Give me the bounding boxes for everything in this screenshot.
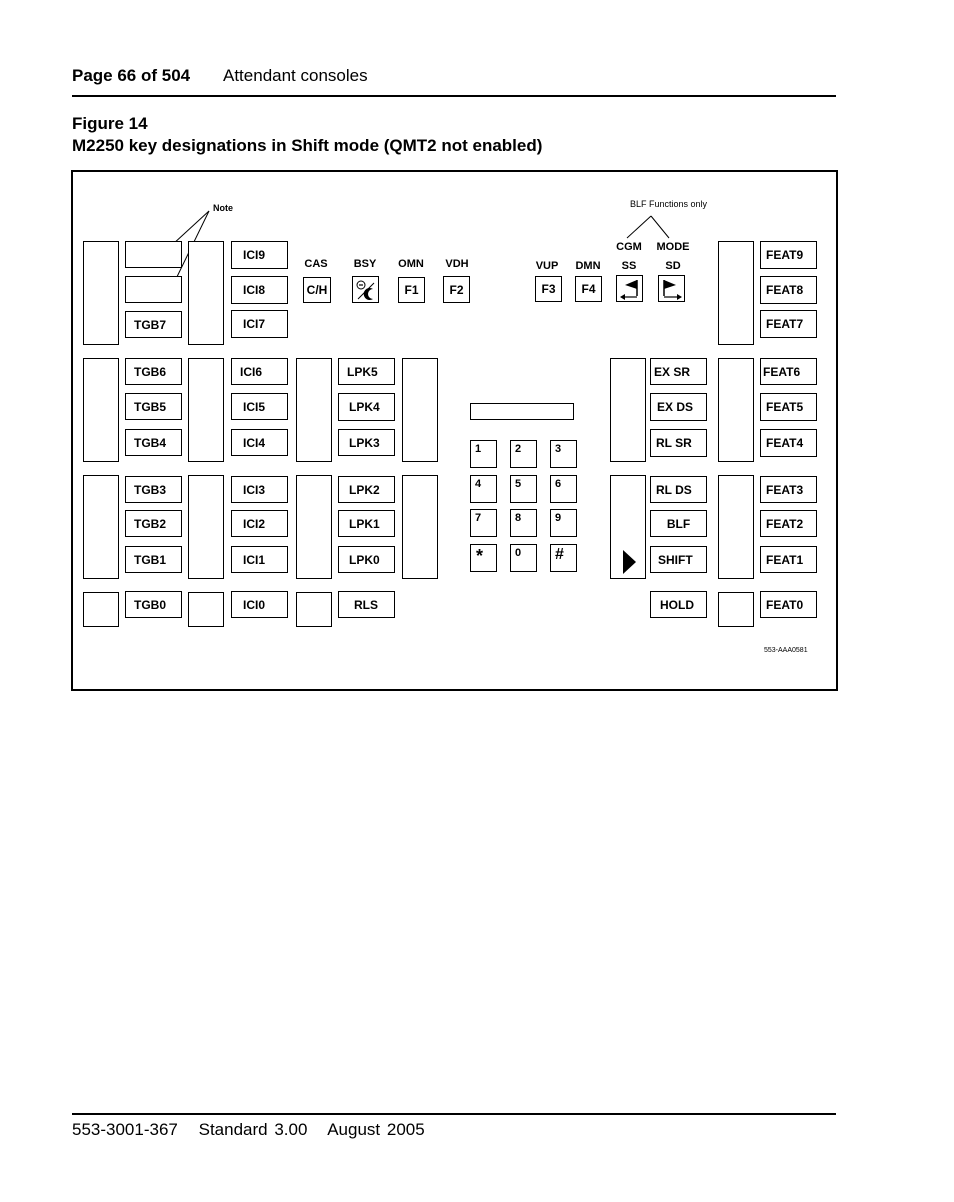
label-ss: SS — [621, 260, 637, 272]
key-sd[interactable] — [658, 275, 685, 302]
dial-key-hash[interactable]: # — [550, 544, 577, 572]
blank-key[interactable] — [188, 592, 224, 627]
key-feat5[interactable]: FEAT5 — [760, 393, 817, 421]
key-ici5[interactable]: ICI5 — [231, 393, 288, 420]
key-tgb1[interactable]: TGB1 — [125, 546, 182, 573]
key-hold[interactable]: HOLD — [650, 591, 707, 618]
blank-key[interactable] — [83, 358, 119, 462]
key-f2[interactable]: F2 — [443, 276, 470, 303]
pointer-arrow-icon — [611, 476, 645, 578]
key-lpk0[interactable]: LPK0 — [338, 546, 395, 573]
key-tgb2[interactable]: TGB2 — [125, 510, 182, 537]
footer-rule — [72, 1113, 836, 1115]
dial-key-5[interactable]: 5 — [510, 475, 537, 503]
key-feat6[interactable]: FEAT6 — [760, 358, 817, 385]
dial-key-7[interactable]: 7 — [470, 509, 497, 537]
footer — [72, 1120, 439, 1140]
dial-key-9[interactable]: 9 — [550, 509, 577, 537]
key-lpk2[interactable]: LPK2 — [338, 476, 395, 503]
key-lpk1[interactable]: LPK1 — [338, 510, 395, 537]
dial-key-1[interactable]: 1 — [470, 440, 497, 468]
blank-key[interactable] — [610, 475, 646, 579]
label-sd: SD — [665, 260, 681, 272]
key-ici3[interactable]: ICI3 — [231, 476, 288, 503]
key-tgb7[interactable]: TGB7 — [125, 311, 182, 338]
key-feat3[interactable]: FEAT3 — [760, 476, 817, 503]
label-cgm: CGM — [616, 241, 642, 253]
key-ici9[interactable]: ICI9 — [231, 241, 288, 269]
key-lpk4[interactable]: LPK4 — [338, 393, 395, 421]
key-f3[interactable]: F3 — [535, 276, 562, 302]
dial-key-2[interactable]: 2 — [510, 440, 537, 468]
flag-left-icon — [617, 276, 642, 301]
key-tgb6[interactable]: TGB6 — [125, 358, 182, 385]
key-feat9[interactable]: FEAT9 — [760, 241, 817, 269]
key-lpk5[interactable]: LPK5 — [338, 358, 395, 385]
key-feat4[interactable]: FEAT4 — [760, 429, 817, 457]
blank-key[interactable] — [718, 241, 754, 345]
key-feat2[interactable]: FEAT2 — [760, 510, 817, 537]
page-number: Page 66 of 504 — [72, 66, 191, 85]
key-tgb5[interactable]: TGB5 — [125, 393, 182, 420]
key-ss[interactable] — [616, 275, 643, 302]
label-bsy: BSY — [353, 258, 377, 270]
note-key[interactable] — [125, 241, 182, 268]
key-ex-ds[interactable]: EX DS — [650, 393, 707, 421]
key-rl-sr[interactable]: RL SR — [650, 429, 707, 457]
blf-functions-note: BLF Functions only — [630, 199, 708, 209]
key-rl-ds[interactable]: RL DS — [650, 476, 707, 503]
dial-key-8[interactable]: 8 — [510, 509, 537, 537]
drawing-id: 553-AAA0581 — [764, 647, 808, 654]
key-bsy[interactable] — [352, 276, 379, 303]
key-tgb0[interactable]: TGB0 — [125, 591, 182, 618]
blank-key[interactable] — [83, 592, 119, 627]
key-ici4[interactable]: ICI4 — [231, 429, 288, 456]
dial-key-0[interactable]: 0 — [510, 544, 537, 572]
note-key[interactable] — [125, 276, 182, 303]
key-ex-sr[interactable]: EX SR — [650, 358, 707, 385]
label-dmn: DMN — [575, 260, 601, 272]
blank-key[interactable] — [188, 358, 224, 462]
dial-key-star[interactable]: * — [470, 544, 497, 572]
blank-key[interactable] — [402, 475, 438, 579]
label-omn: OMN — [398, 258, 424, 270]
key-ici7[interactable]: ICI7 — [231, 310, 288, 338]
figure-number: Figure 14 — [72, 114, 148, 133]
label-vdh: VDH — [445, 258, 469, 270]
key-ch[interactable]: C/H — [303, 277, 331, 303]
blank-key[interactable] — [296, 475, 332, 579]
blank-key[interactable] — [296, 592, 332, 627]
doc-standard: Standard 3.00 — [198, 1120, 308, 1139]
blank-key[interactable] — [83, 241, 119, 345]
blank-key[interactable] — [718, 358, 754, 462]
night-service-icon — [353, 277, 378, 302]
dial-key-4[interactable]: 4 — [470, 475, 497, 503]
key-ici0[interactable]: ICI0 — [231, 591, 288, 618]
blank-key[interactable] — [610, 358, 646, 462]
dial-key-3[interactable]: 3 — [550, 440, 577, 468]
display-window — [470, 403, 574, 420]
figure-title: M2250 key designations in Shift mode (QMT2 not enabled) — [72, 136, 543, 155]
note-label: Note — [213, 203, 233, 213]
flag-right-icon — [659, 276, 684, 301]
key-lpk3[interactable]: LPK3 — [338, 429, 395, 456]
key-feat0[interactable]: FEAT0 — [760, 591, 817, 618]
key-rls[interactable]: RLS — [338, 591, 395, 618]
blank-key[interactable] — [188, 241, 224, 345]
label-cas: CAS — [304, 258, 328, 270]
blank-key[interactable] — [402, 358, 438, 462]
key-feat1[interactable]: FEAT1 — [760, 546, 817, 573]
key-f4[interactable]: F4 — [575, 276, 602, 302]
blank-key[interactable] — [718, 592, 754, 627]
label-vup: VUP — [535, 260, 559, 272]
key-tgb3[interactable]: TGB3 — [125, 476, 182, 503]
key-ici2[interactable]: ICI2 — [231, 510, 288, 537]
blank-key[interactable] — [188, 475, 224, 579]
key-feat8[interactable]: FEAT8 — [760, 276, 817, 304]
dial-key-6[interactable]: 6 — [550, 475, 577, 503]
key-ici8[interactable]: ICI8 — [231, 276, 288, 304]
doc-date: August 2005 — [327, 1120, 425, 1139]
blank-key[interactable] — [83, 475, 119, 579]
section-title: Attendant consoles — [223, 66, 368, 85]
key-blf[interactable]: BLF — [650, 510, 707, 537]
key-tgb4[interactable]: TGB4 — [125, 429, 182, 456]
key-ici6[interactable]: ICI6 — [231, 358, 288, 385]
label-mode: MODE — [656, 241, 690, 253]
key-f1[interactable]: F1 — [398, 277, 425, 303]
blank-key[interactable] — [718, 475, 754, 579]
key-shift[interactable]: SHIFT — [650, 546, 707, 573]
doc-number: 553-3001-367 — [72, 1120, 178, 1139]
blank-key[interactable] — [296, 358, 332, 462]
key-ici1[interactable]: ICI1 — [231, 546, 288, 573]
key-feat7[interactable]: FEAT7 — [760, 310, 817, 338]
